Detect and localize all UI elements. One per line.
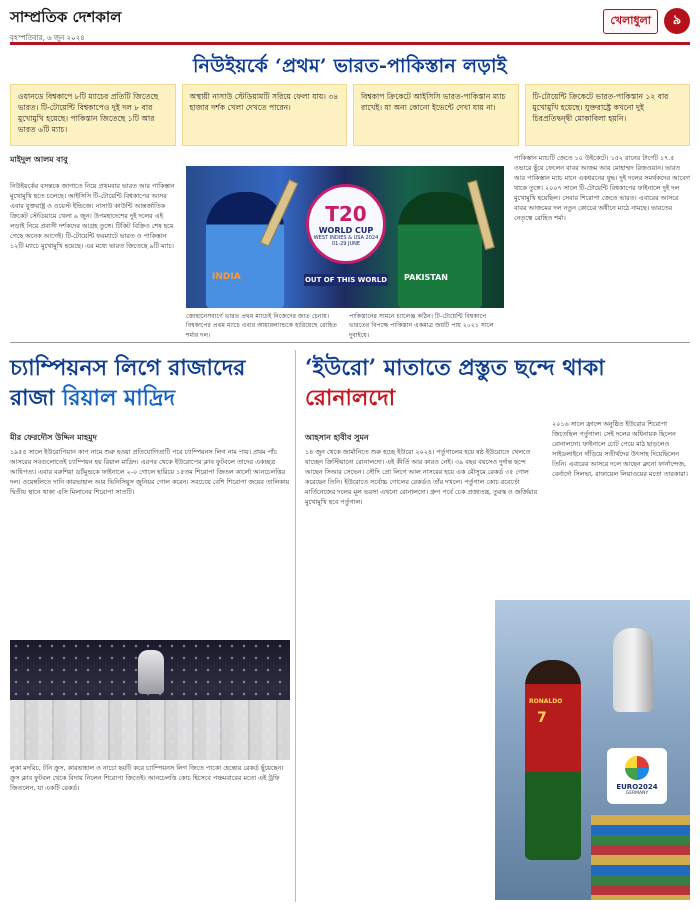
- caption-right: পাকিস্তানের সামনে চ্যালেঞ্জ কঠিন। টি-টোয়েন্টি বিশ্বকাপে ভারতের বিপক্ষে পাকিস্তান একমাত্র জয়টি পায় ২০২১ সালে দুবাইয়ে।: [349, 313, 494, 339]
- ronaldo-byline: আহসান হাবীব সুমন: [305, 433, 369, 442]
- event-subtitle: WORLD CUP: [318, 225, 374, 235]
- madrid-headline-accent: রিয়াল মাদ্রিদ: [62, 384, 176, 411]
- madrid-body-continued: লুকা মদরিচ, টনি ক্রুস, কারভাহাল ও নাচো ছয়টি করে চ্যাম্পিয়নস লিগ জিতে পাকো হেন্তোর রেকর্ড ছুঁয়েছেন। ক্রুস ক্লাব ফুটবল থেকে বিদায় নিলেন শিরোপা জিতেই। আনচেলত্তি কোচ হিসেবে পঞ্চমবারের মতো এই ট্রফি জিতলেন, যা একটি রেকর্ড।: [10, 764, 284, 792]
- pakistan-jersey-text: PAKISTAN: [404, 273, 448, 282]
- ronaldo-jersey-number: 7: [537, 710, 547, 726]
- column-divider: [295, 350, 296, 902]
- ronaldo-headline-accent: রোনালদো: [305, 384, 396, 411]
- top-story-body-right: পাকিস্তান ম্যাচটি জেতে ১০ উইকেটে। ১৫২ রানের টার্গেট ১৭.৫ ওভারে ছুঁয়ে ফেলেন বাবর আজম আর মোহাম্মদ রিজওয়ান। ভারত আর পাকিস্তান ম্যাচ মানে একধরনের যুদ্ধ। দুই দলের সমর্থকদের আবেগ থাকে তুঙ্গে। ২০০৭ সালে টি-টোয়েন্টি বিশ্বকাপের ফাইনালে দুই দল মুখোমুখি হয়েছিল। সেবার শিরোপা জেতে ভারত। এবারের আসরে বাবর আজমের দল নতুন কোচের অধীনে মাঠে নামছে। ভারতের নেতৃত্বে রোহিত শর্মা।: [514, 154, 690, 222]
- colored-steps-backdrop: [591, 815, 690, 900]
- section-label[interactable]: খেলাধুলা: [603, 9, 658, 34]
- ronaldo-photo[interactable]: [495, 600, 690, 900]
- madrid-celebration-photo[interactable]: [10, 640, 290, 760]
- fact-box: ওয়ানডে বিশ্বকাপে ৮টি ম্যাচের প্রতিটি জিতেছে ভারত। টি-টোয়েন্টি বিশ্বকাপেও দুই দল ৮ বার মুখোমুখি হয়েছে। পাকিস্তান জিতেছে ১টি আর ভারত ৬টি ম্যাচ।: [10, 84, 176, 146]
- ronaldo-headline[interactable]: [305, 354, 690, 413]
- ronaldo-figure: [525, 660, 581, 860]
- top-story-headline[interactable]: নিউইয়র্কে ‘প্রথম’ ভারত-পাকিস্তান লড়াই: [193, 55, 507, 77]
- ronaldo-body-continued: ২০১৬ সালে ফ্রান্সে অনুষ্ঠিত ইউরোর শিরোপা জিতেছিল পর্তুগাল। সেই দলের অধিনায়ক ছিলেন রোনালদো। ফাইনালে চোট পেয়ে মাঠ ছাড়লেও সাইডলাইনে দাঁড়িয়ে সতীর্থদের উৎসাহ দিয়েছিলেন তিনি। এবারের আসরে দলে আছেন ব্রুনো ফার্নান্দেজ, বের্নার্দো সিলভা, রাফায়েল লিয়াওয়ের মতো তারকারা।: [552, 420, 688, 478]
- top-story-left-column: [10, 154, 175, 252]
- event-banner: OUT OF THIS WORLD: [304, 276, 388, 284]
- masthead-rule: [10, 42, 690, 45]
- masthead: [10, 6, 690, 40]
- euro-logo-text: EURO2024: [616, 783, 658, 791]
- madrid-headline[interactable]: [10, 354, 290, 413]
- masthead-left: [10, 6, 690, 44]
- event-title: T20: [325, 201, 367, 226]
- section-divider: [10, 342, 690, 343]
- madrid-headline-text: চ্যাম্পিয়নস লিগে রাজাদের রাজা: [10, 355, 246, 411]
- top-story-caption: [186, 312, 504, 340]
- masthead-right: [603, 8, 690, 34]
- euro-2024-logo: [607, 748, 667, 804]
- pakistan-player-image: [398, 192, 482, 308]
- top-story-body-left: নিউইয়র্কের বসন্তকে জাগাতে নিয়ে প্রথমবার ভারত আর পাকিস্তান মুখোমুখি হতে চলেছে। আইসিসি টি-টোয়েন্টি বিশ্বকাপের আসর এবার যুক্তরাষ্ট্র ও ওয়েস্ট ইন্ডিজে। নাসাউ কাউন্টি আন্তর্জাতিক ক্রিকেট স্টেডিয়ামে খেলা ৯ জুন। উপমহাদেশের দুই দলের এই লড়াই নিয়ে প্রবাসী দর্শকদের আগ্রহ তুঙ্গে। টিকিট বিক্রিও শেষ হয়ে গেছে অনেক আগেই। টি-টোয়েন্টি ফরম্যাটে ভারত ও পাকিস্তান ১২টি ম্যাচে মুখোমুখি হয়েছে। এর মধ্যে ভারত জিতেছে ৯টি ম্যাচ।: [10, 182, 175, 250]
- t20-world-cup-logo: [306, 184, 386, 264]
- top-story-byline: মাইদুল আলম বাবু: [10, 155, 68, 164]
- issue-date: বৃহস্পতিবার, ৬ জুন ২০২৪: [10, 34, 85, 42]
- india-player-image: [206, 192, 284, 308]
- page-number: ৯: [664, 8, 690, 34]
- event-dates: 01-29 JUNE: [331, 240, 361, 247]
- paper-name: সাম্প্রতিক দেশকাল: [10, 8, 122, 26]
- ronaldo-jersey-name: RONALDO: [529, 698, 563, 705]
- ronaldo-headline-text: ‘ইউরো’ মাতাতে প্রস্তুত ছন্দে থাকা: [305, 355, 605, 381]
- india-jersey-text: INDIA: [212, 272, 241, 282]
- fact-boxes: [10, 84, 690, 146]
- euro-trophy-icon: [613, 628, 653, 712]
- event-hosts: WEST INDIES & USA 2024: [313, 234, 379, 241]
- trophy-icon: [138, 650, 164, 694]
- madrid-body: ১৯৫৫ সালে ইউরোপিয়ান কাপ নামে শুরু হওয়া প্রতিযোগিতাটি পরে চ্যাম্পিয়নস লিগ নাম পায়। প্রথম পাঁচ আসরের সবগুলোতেই চ্যাম্পিয়ন হয় রিয়াল মাদ্রিদ। এরপর থেকে ইউরোপের ক্লাব ফুটবলে তাদের একচ্ছত্র আধিপত্য। এবার বরুশিয়া ডর্টমুন্ডকে ফাইনালে ২-০ গোলে হারিয়ে ১৫তম শিরোপা জিতল কার্লো আনচেলত্তির দল। ওয়েম্বলিতে দানি কারভাহাল আর ভিনিসিয়ুস জুনিয়র গোল করেন। সবচেয়ে বেশি শিরোপা জয়ের তালিকায় দ্বিতীয় স্থানে থাকা এসি মিলানের শিরোপা সাতটি।: [10, 448, 290, 496]
- caption-left: জোহানেসবার্গে ভারত প্রথম ম্যাচেই নিজেদের জাত চেনায়। বিশ্বকাপের প্রথম ম্যাচে এবার আয়ারল্যান্ডকে হারিয়েছে রোহিত শর্মার দল।: [186, 313, 337, 339]
- players-group: [10, 700, 290, 760]
- fact-box: টি-টোয়েন্টি ক্রিকেটে ভারত-পাকিস্তান ১২ বার মুখোমুখি হয়েছে। যুক্তরাষ্ট্রে কখনো দুই চিরপ্রতিদ্বন্দ্বী মোকাবিলা হয়নি।: [525, 84, 691, 146]
- fact-box: বিশ্বকাপ ক্রিকেটে আইসিসি ভারত-পাকিস্তান ম্যাচ রাখেই। যা অন্য কোনো ইভেন্টে দেখা যায় না।: [353, 84, 519, 146]
- top-story-right-column: [514, 154, 690, 223]
- euro-logo-mark-icon: [625, 756, 649, 780]
- top-story-photo[interactable]: [186, 166, 504, 308]
- ronaldo-body: ১৪ জুন থেকে জার্মানিতে শুরু হচ্ছে ইউরো ২০২৪। পর্তুগালের হয়ে ষষ্ঠ ইউরোতে খেলতে যাচ্ছেন ক্রিস্টিয়ানো রোনালদো। এই কীর্তি আর কারও নেই। ৩৯ বছর বয়সেও দুর্দান্ত ছন্দে আছেন সিআর সেভেন। সৌদি প্রো লিগে আল নাসরের হয়ে এক মৌসুমে রেকর্ড ৩৫ গোল করেছেন তিনি। ইউরোতে সর্বোচ্চ গোলের রেকর্ডও তাঁর দখলে। পর্তুগাল কোচ রবের্তো মার্তিনেজের দলের মূল ভরসা এখনো রোনালদো। গ্রুপ পর্বে চেক প্রজাতন্ত্র, তুরস্ক ও জর্জিয়ার মুখোমুখি হবে পর্তুগাল।: [305, 448, 538, 506]
- fact-box: অস্থায়ী নাসাউ স্টেডিয়ামটি সরিয়ে ফেলা যায়। ৩৪ হাজার দর্শক খেলা দেখতে পারেন।: [182, 84, 348, 146]
- madrid-byline: মীর ফেরদৌস উদ্দিন মাহমুদ: [10, 433, 97, 442]
- euro-logo-subtext: GERMANY: [625, 791, 649, 796]
